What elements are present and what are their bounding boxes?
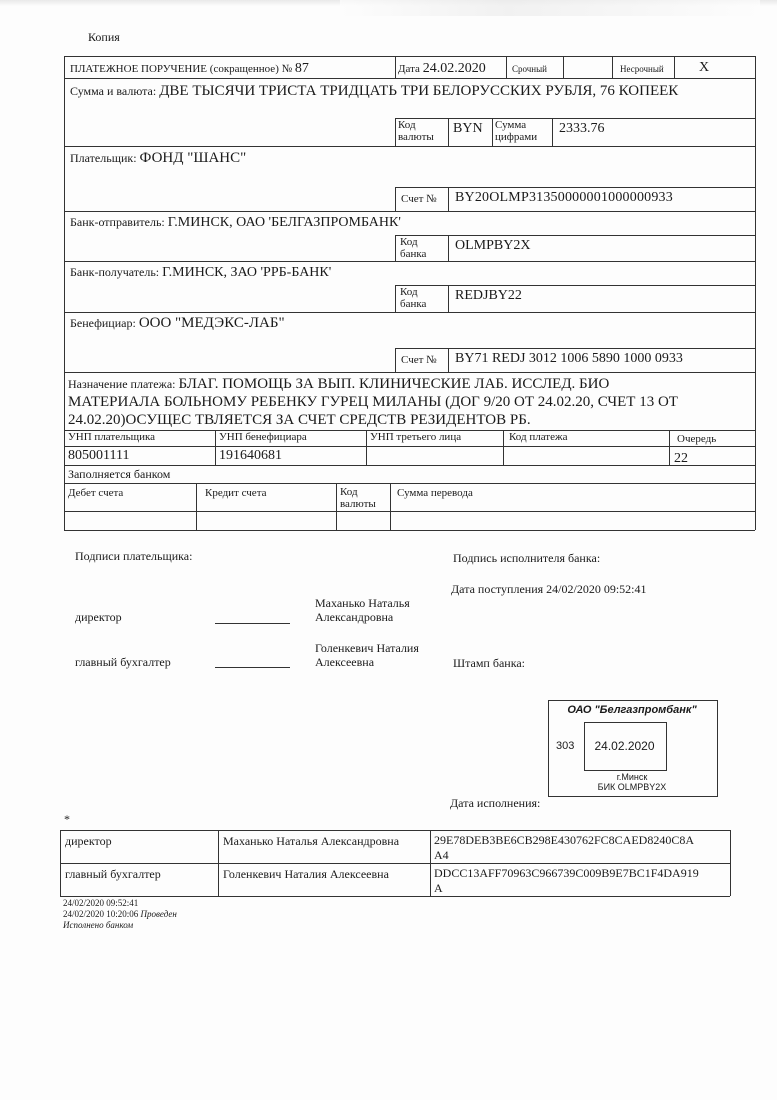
accountant-name: Голенкевич Наталия xyxy=(315,641,419,655)
stamp-bank-name: ОАО "Белгазпромбанк" xyxy=(567,704,697,716)
accountant-label: главный бухгалтер xyxy=(75,655,171,669)
footer-processed-status: Проведен xyxy=(140,909,177,919)
stamp-city: г.Минск xyxy=(616,772,648,782)
amount-label: Сумма и валюта: xyxy=(70,84,157,98)
transfer-amount-label: Сумма перевода xyxy=(397,487,473,499)
third-party-unp-label: УНП третьего лица xyxy=(370,431,462,443)
bank-currency-label: Код xyxy=(340,486,358,498)
accountant-signature-line xyxy=(215,667,290,668)
amount-words: ДВЕ ТЫСЯЧИ ТРИСТА ТРИДЦАТЬ ТРИ БЕЛОРУССКИХ РУБЛЯ, 76 КОПЕЕК xyxy=(159,83,679,99)
beneficiary-name: ООО "МЕДЭКС-ЛАБ" xyxy=(138,315,285,331)
date-label: Дата xyxy=(398,63,420,75)
urgent-label: Срочный xyxy=(512,64,547,74)
beneficiary-account-label: Счет № xyxy=(401,354,437,366)
bank-section-label: Заполняется банком xyxy=(68,467,171,481)
director-signature-line xyxy=(215,623,290,624)
payer-label: Плательщик: xyxy=(70,151,137,165)
receipt-date: 24/02/2020 09:52:41 xyxy=(546,582,647,596)
ecp-role: директор xyxy=(65,834,112,848)
receipt-date-label: Дата поступления xyxy=(451,582,544,596)
credit-label: Кредит счета xyxy=(205,487,267,499)
amount-digits: 2333.76 xyxy=(559,121,605,136)
sender-bank-name: Г.МИНСК, ОАО 'БЕЛГАЗПРОМБАНК' xyxy=(167,215,401,230)
ecp-hash: DDCC13AFF70963C966739C009B9E7BC1F4DA919 xyxy=(434,866,699,880)
receiver-bank-name: Г.МИНСК, ЗАО 'РРБ-БАНК' xyxy=(162,265,332,280)
scan-smudge xyxy=(340,0,760,16)
amount-digits-label: Сумма xyxy=(495,119,527,131)
order-number: 87 xyxy=(294,61,309,76)
payer-signatures-label: Подписи плательщика: xyxy=(75,549,193,563)
payer-unp-label: УНП плательщика xyxy=(68,431,156,443)
nonurgent-mark: X xyxy=(699,60,710,75)
queue-label: Очередь xyxy=(677,433,717,445)
sender-bank-label: Банк-отправитель: xyxy=(70,215,165,229)
director-label: директор xyxy=(75,610,122,624)
payer-account: BY20OLMP31350000001000000933 xyxy=(455,190,673,205)
receiver-bank-code: REDJBY22 xyxy=(455,288,522,303)
asterisk-mark: * xyxy=(64,812,70,826)
ecp-hash: 29E78DEB3BE6CB298E430762FC8CAED8240C8A xyxy=(434,833,695,847)
stamp-bic: БИК OLMPBY2X xyxy=(597,782,667,792)
form-title: ПЛАТЕЖНОЕ ПОРУЧЕНИЕ (сокращенное) № xyxy=(70,63,293,75)
debit-label: Дебет счета xyxy=(68,487,124,499)
sender-bank-code-label: Код xyxy=(400,236,418,248)
nonurgent-label: Несрочный xyxy=(620,64,664,74)
payer-account-label: Счет № xyxy=(401,193,437,205)
purpose-label: Назначение платежа: xyxy=(68,377,176,391)
bank-stamp-label: Штамп банка: xyxy=(453,656,525,670)
purpose-line-1: БЛАГ. ПОМОЩЬ ЗА ВЫП. КЛИНИЧЕСКИЕ ЛАБ. ИССЛЕД. БИО xyxy=(178,376,610,392)
copy-label: Копия xyxy=(88,30,120,44)
bank-signature-label: Подпись исполнителя банка: xyxy=(453,551,601,565)
payment-code-label: Код платежа xyxy=(509,431,568,443)
currency-code-label: Код xyxy=(398,119,416,131)
order-date: 24.02.2020 xyxy=(422,61,486,76)
stamp-date: 24.02.2020 xyxy=(594,739,655,753)
beneficiary-unp-label: УНП бенефициара xyxy=(219,431,307,443)
stamp-number: 303 xyxy=(556,740,575,752)
footer-receipt-time: 24/02/2020 09:52:41 xyxy=(63,898,139,908)
execution-date-label: Дата исполнения: xyxy=(450,796,541,810)
footer-processed-time: 24/02/2020 10:20:06 xyxy=(63,909,139,919)
ecp-role: главный бухгалтер xyxy=(65,867,161,881)
ecp-signer-name: Маханько Наталья Александровна xyxy=(223,834,400,848)
receiver-bank-label: Банк-получатель: xyxy=(70,265,160,279)
sender-bank-code: OLMPBY2X xyxy=(455,238,531,253)
receiver-bank-code-label: Код xyxy=(400,286,418,298)
purpose-line-3: 24.02.20)ОСУЩЕС ТВЛЯЕТСЯ ЗА СЧЕТ СРЕДСТВ РЕЗИДЕНТОВ РБ. xyxy=(68,412,531,428)
payer-unp: 805001111 xyxy=(68,448,130,463)
purpose-line-2: МАТЕРИАЛА БОЛЬНОМУ РЕБЕНКУ ГУРЕЦ МИЛАНЫ (ДОГ 9/20 ОТ 24.02.20, СЧЕТ 13 ОТ xyxy=(68,394,678,410)
queue-value: 22 xyxy=(674,451,688,466)
payer-name: ФОНД "ШАНС" xyxy=(139,150,247,166)
beneficiary-label: Бенефициар: xyxy=(70,316,136,330)
currency-code: BYN xyxy=(453,121,483,136)
beneficiary-account: BY71 REDJ 3012 1006 5890 1000 0933 xyxy=(455,351,683,366)
beneficiary-unp: 191640681 xyxy=(219,448,282,463)
director-name: Маханько Наталья xyxy=(315,596,410,610)
ecp-signer-name: Голенкевич Наталия Алексеевна xyxy=(223,867,389,881)
footer-executed: Исполнено банком xyxy=(63,920,134,930)
